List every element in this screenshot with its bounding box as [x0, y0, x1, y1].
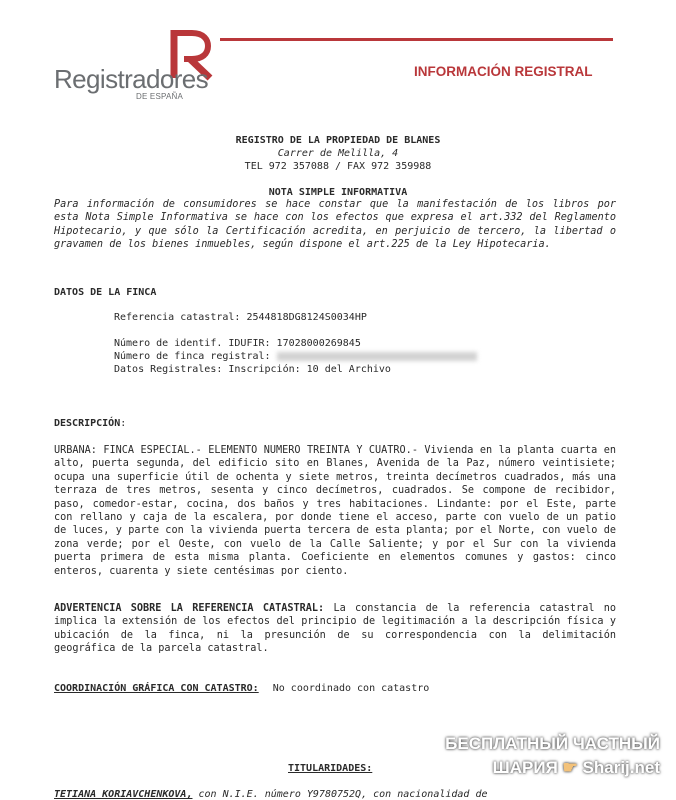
watermark-sharia: ШАРИЯ: [492, 758, 558, 777]
registry-address: Carrer de Melilla, 4: [277, 148, 399, 159]
idufir: Número de identif. IDUFIR: 17028000269845: [114, 338, 361, 349]
watermark-line2: [493, 758, 660, 778]
titularidades-heading: TITULARIDADES:: [288, 763, 373, 774]
nota-title: NOTA SIMPLE INFORMATIVA: [268, 187, 408, 198]
titular-name: TETIANA KORIAVCHENKOVA,: [54, 789, 193, 800]
finca-registral-label: Número de finca registral:: [114, 351, 271, 362]
titular-rest: con N.I.E. número Y9780752Q, con nacionalidad de: [198, 789, 488, 800]
watermark-line1: БЕСПЛАТНЫЙ ЧАСТНЫЙ: [445, 734, 660, 753]
ref-catastral: Referencia catastral: 2544818DG8124S0034HP: [114, 312, 367, 323]
brand-name: Registradores: [54, 64, 209, 94]
registry-name: REGISTRO DE LA PROPIEDAD DE BLANES: [235, 135, 441, 146]
pointing-hand-icon: ☛: [562, 758, 578, 777]
registry-phone: TEL 972 357088 / FAX 972 359988: [244, 161, 432, 172]
finca-registral: [114, 351, 477, 362]
coordinacion-heading: COORDINACIÓN GRÁFICA CON CATASTRO:: [54, 683, 259, 694]
brand-subtitle: DE ESPAÑA: [136, 92, 183, 101]
descripcion-heading: DESCRIPCIÓN:: [54, 418, 127, 429]
coordinacion: [54, 683, 429, 694]
descripcion-heading-text: DESCRIPCIÓN: [54, 418, 121, 429]
finca-heading: DATOS DE LA FINCA: [54, 287, 157, 298]
redacted-value: [277, 352, 477, 361]
header-title: INFORMACIÓN REGISTRAL: [414, 64, 593, 79]
advertencia-heading: ADVERTENCIA SOBRE LA REFERENCIA CATASTRAL:: [54, 603, 325, 614]
watermark-site: Sharij.net: [582, 758, 660, 777]
datos-registrales: Datos Registrales: Inscripción: 10 del Archivo: [114, 364, 391, 375]
titularidades-line: [54, 789, 488, 800]
coordinacion-value: No coordinado con catastro: [272, 683, 430, 694]
nota-intro: Para información de consumidores se hace constar que la manifestación de los libros por esta Nota Simple Informativa se hace con los efectos que expresa el art.332 del Reglamento Hipotecario, y que sólo la Certificación acredita, en perjuicio de tercero, la libertad o gravamen de los bienes inmuebles, según dispone el art.225 de la Ley Hipotecaria.: [54, 199, 616, 251]
advertencia-text: La constancia de la referencia catastral no implica la extensión de los efectos del principio de legitimación a la descripción física y ubicación de la finca, ni la presunción de su correspondencia con la delimitación geográfica de la parcela catastral.: [54, 603, 616, 655]
header-rule: [220, 38, 613, 41]
descripcion-text: URBANA: FINCA ESPECIAL.- ELEMENTO NUMERO TREINTA Y CUATRO.- Vivienda en la planta cuarta en alto, puerta segunda, del edificio sito en Blanes, Avenida de la Paz, número veintisiete; ocupa una superficie útil de ochenta y siete metros, treinta decímetros cuadrados, más una terraza de tres metros, sesenta y cinco decímetros, cuadrados. Se compone de recibidor, paso, comedor-estar, cocina, dos baños y tres habitaciones. Lindante: por el Este, parte con rellano y caja de la escalera, por donde tiene el acceso, parte con vuelo de un patio de luces, y parte con la vivienda puerta tercera de esta planta; por el Norte, con vuelo de zona verde; por el Oeste, con vuelo de la Calle Saliente; y por el Sur con la vivienda puerta primera de esta misma planta. Coeficiente en elementos comunes y gastos: cinco enteros, cuarenta y siete centésimas por ciento.: [54, 445, 616, 577]
advertencia: [54, 602, 616, 656]
